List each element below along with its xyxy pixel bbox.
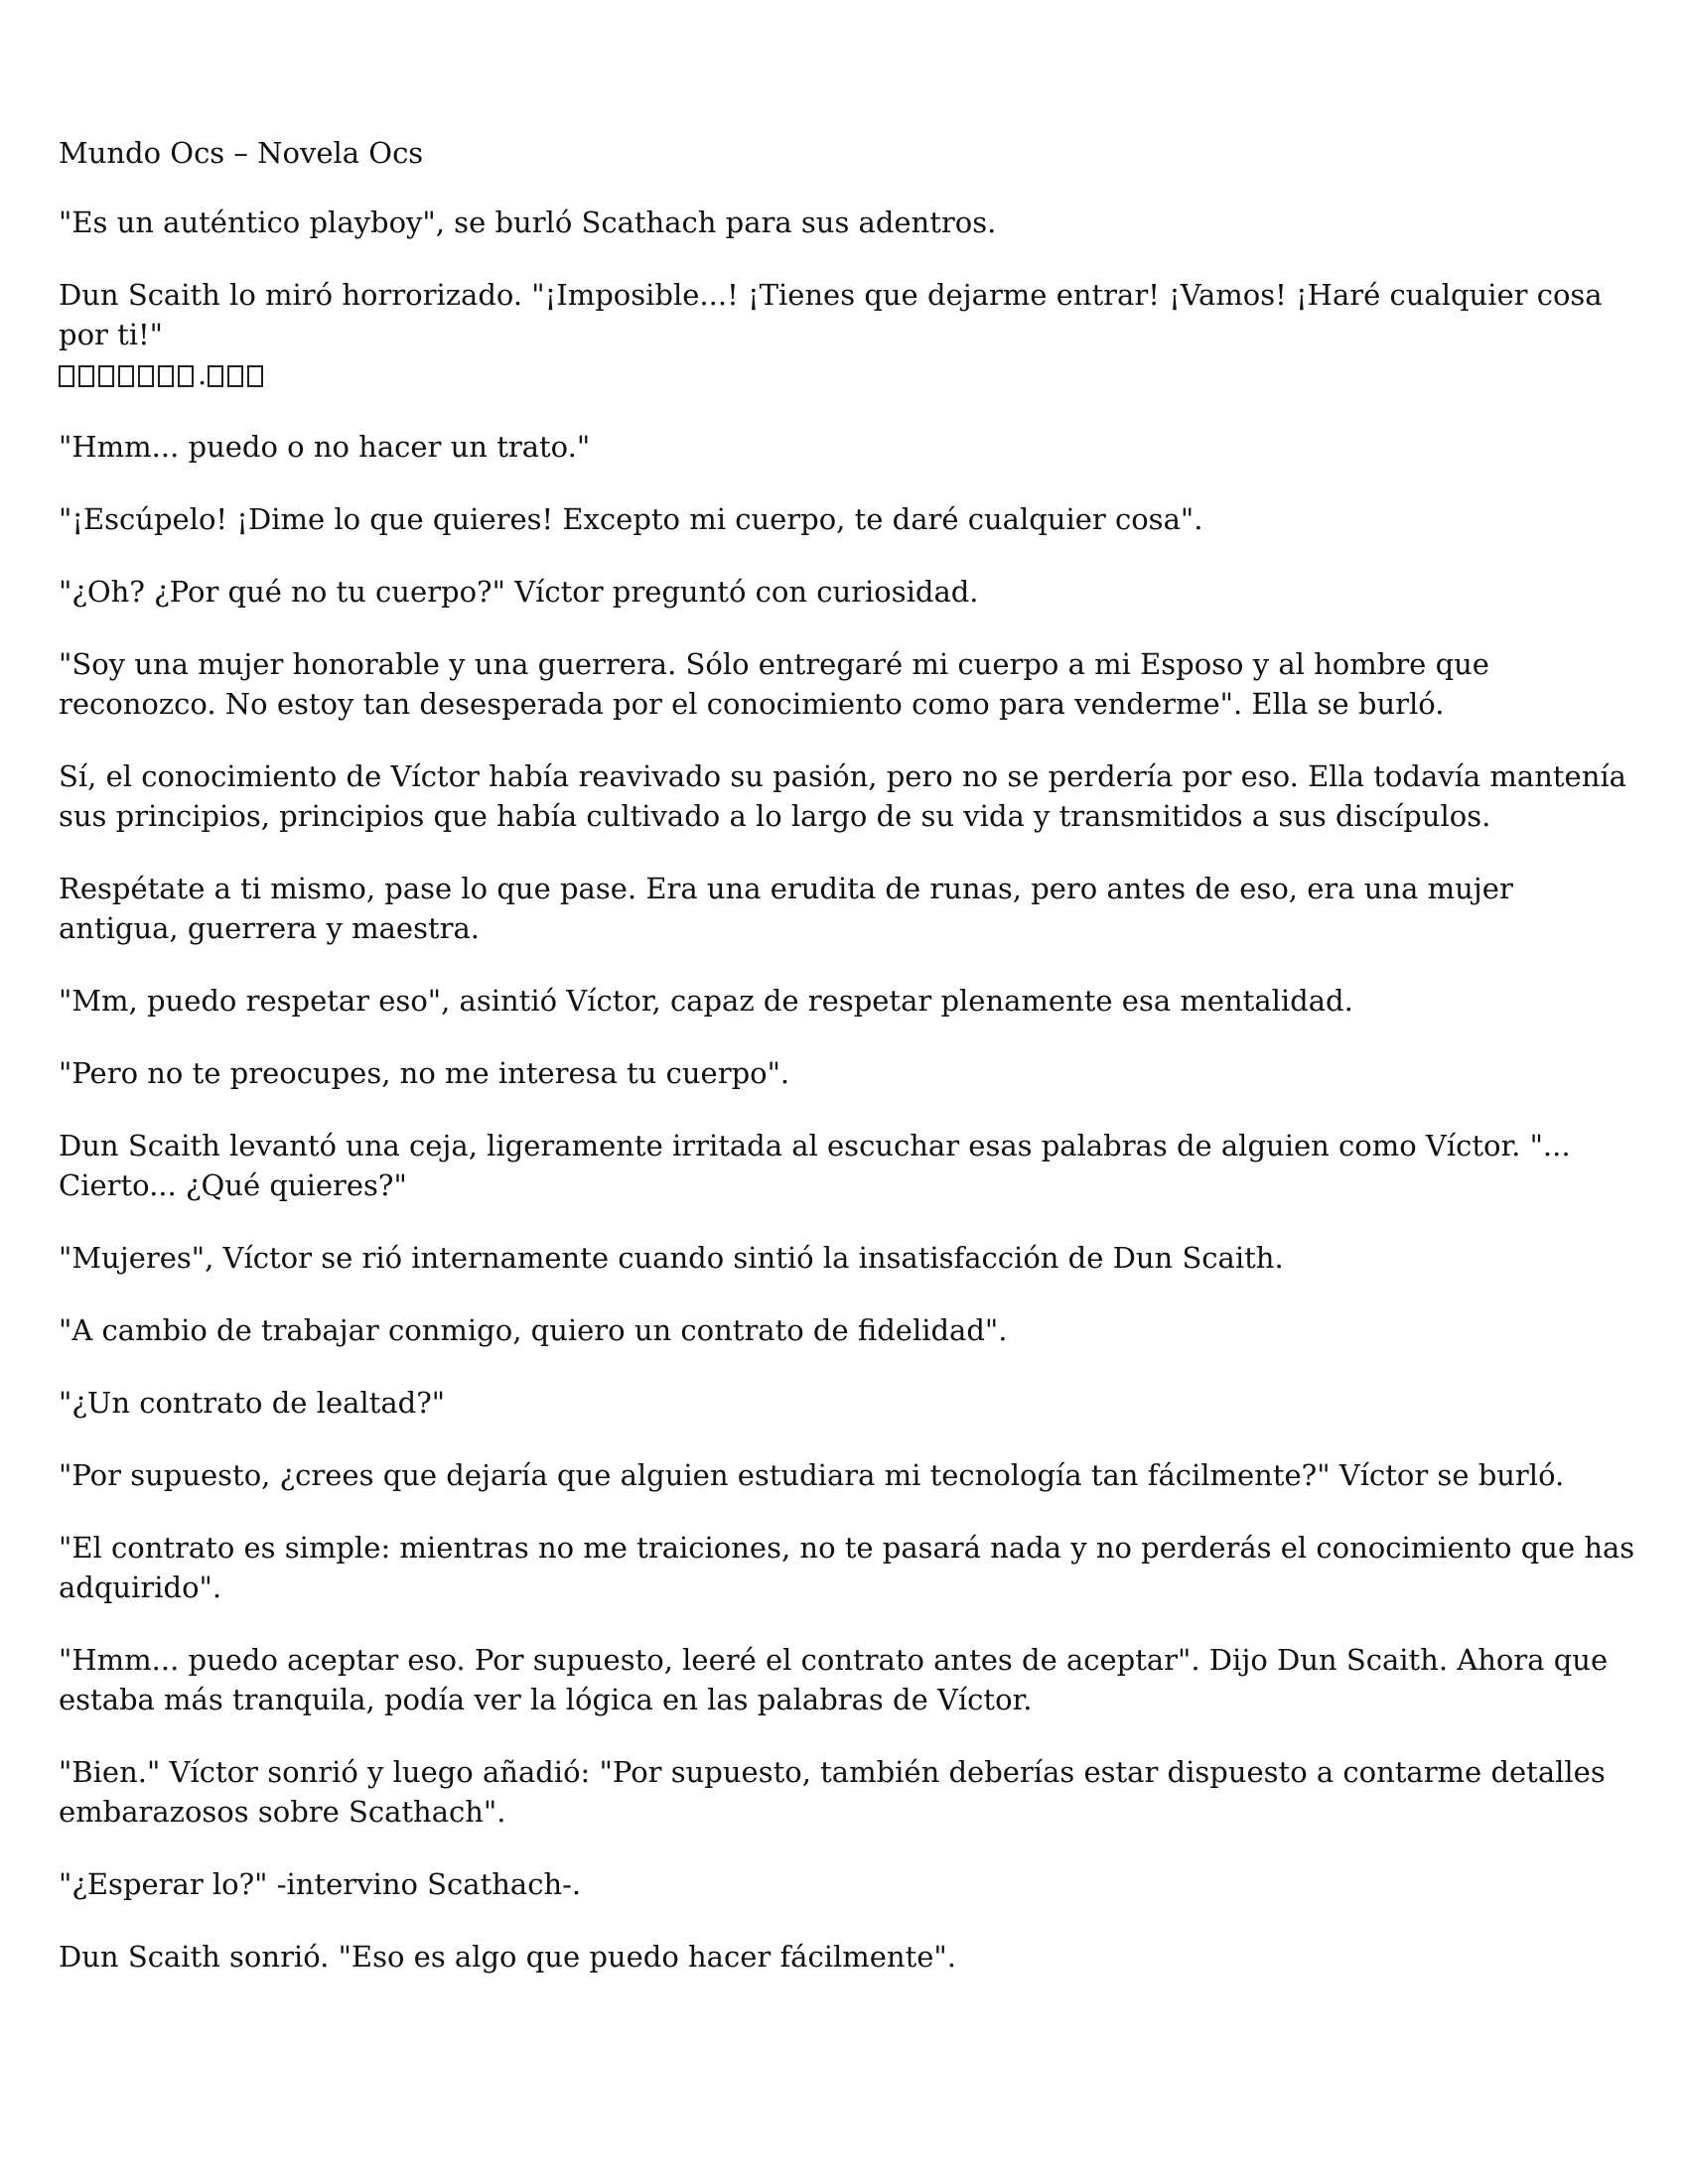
paragraph: "Pero no te preocupes, no me interesa tu cuerpo". bbox=[59, 1056, 790, 1090]
paragraph: "Es un auténtico playboy", se burló Scathach para sus adentros. bbox=[59, 205, 997, 239]
paragraph: Sí, el conocimiento de Víctor había reavivado su pasión, pero no se perdería por eso. Ella todavía mantenía sus principios, principios que había cultivado a lo largo de su vida y transmitidos a sus discípulos. bbox=[59, 759, 1626, 833]
paragraph: "Mujeres", Víctor se rió internamente cuando sintió la insatisfacción de Dun Scaith. bbox=[59, 1241, 1284, 1275]
paragraph: Dun Scaith sonrió. "Eso es algo que puedo hacer fácilmente". bbox=[59, 1940, 956, 1974]
document-body bbox=[59, 133, 1637, 2009]
paragraph: "Por supuesto, ¿crees que dejaría que alguien estudiara mi tecnología tan fácilmente?" Víctor se burló. bbox=[59, 1458, 1565, 1492]
paragraph: "¡Escúpelo! ¡Dime lo que quieres! Excepto mi cuerpo, te daré cualquier cosa". bbox=[59, 502, 1203, 536]
paragraph: "Hmm... puedo o no hacer un trato." bbox=[59, 430, 591, 464]
paragraph: "Bien." Víctor sonrió y luego añadió: "Por supuesto, también deberías estar dispuesto a contarme detalles embarazosos sobre Scathach". bbox=[59, 1755, 1606, 1829]
paragraph: Dun Scaith levantó una ceja, ligeramente irritada al escuchar esas palabras de alguien como Víctor. "... Cierto... ¿Qué quieres?" bbox=[59, 1129, 1571, 1202]
paragraph: "¿Esperar lo?" -intervino Scathach-. bbox=[59, 1867, 582, 1901]
missing-glyph-boxes: . bbox=[59, 354, 1637, 394]
paragraph: "¿Un contrato de lealtad?" bbox=[59, 1386, 446, 1420]
paragraph: "¿Oh? ¿Por qué no tu cuerpo?" Víctor preguntó con curiosidad. bbox=[59, 575, 979, 609]
paragraph: "El contrato es simple: mientras no me traiciones, no te pasará nada y no perderás el conocimiento que has adquirido". bbox=[59, 1531, 1635, 1604]
document-heading: Mundo Ocs – Novela Ocs bbox=[59, 136, 424, 170]
paragraph: "Hmm... puedo aceptar eso. Por supuesto, leeré el contrato antes de aceptar". Dijo Dun Scaith. Ahora que estaba más tranquila, podía ver la lógica en las palabras de Víctor. bbox=[59, 1643, 1609, 1716]
paragraph: "A cambio de trabajar conmigo, quiero un contrato de fidelidad". bbox=[59, 1313, 1008, 1347]
paragraph: "Soy una mujer honorable y una guerrera. Sólo entregaré mi cuerpo a mi Esposo y al hombre que reconozco. No estoy tan desesperada por el conocimiento como para venderme". Ella se burló. bbox=[59, 647, 1489, 721]
paragraph: "Mm, puedo respetar eso", asintió Víctor, capaz de respetar plenamente esa mentalidad. bbox=[59, 984, 1353, 1018]
paragraph bbox=[59, 275, 1637, 394]
paragraph-text: Dun Scaith lo miró horrorizado. "¡Imposible...! ¡Tienes que dejarme entrar! ¡Vamos! ¡Haré cualquier cosa por ti!" bbox=[59, 278, 1603, 351]
paragraph: Respétate a ti mismo, pase lo que pase. Era una erudita de runas, pero antes de eso, era una mujer antigua, guerrera y maestra. bbox=[59, 872, 1513, 945]
